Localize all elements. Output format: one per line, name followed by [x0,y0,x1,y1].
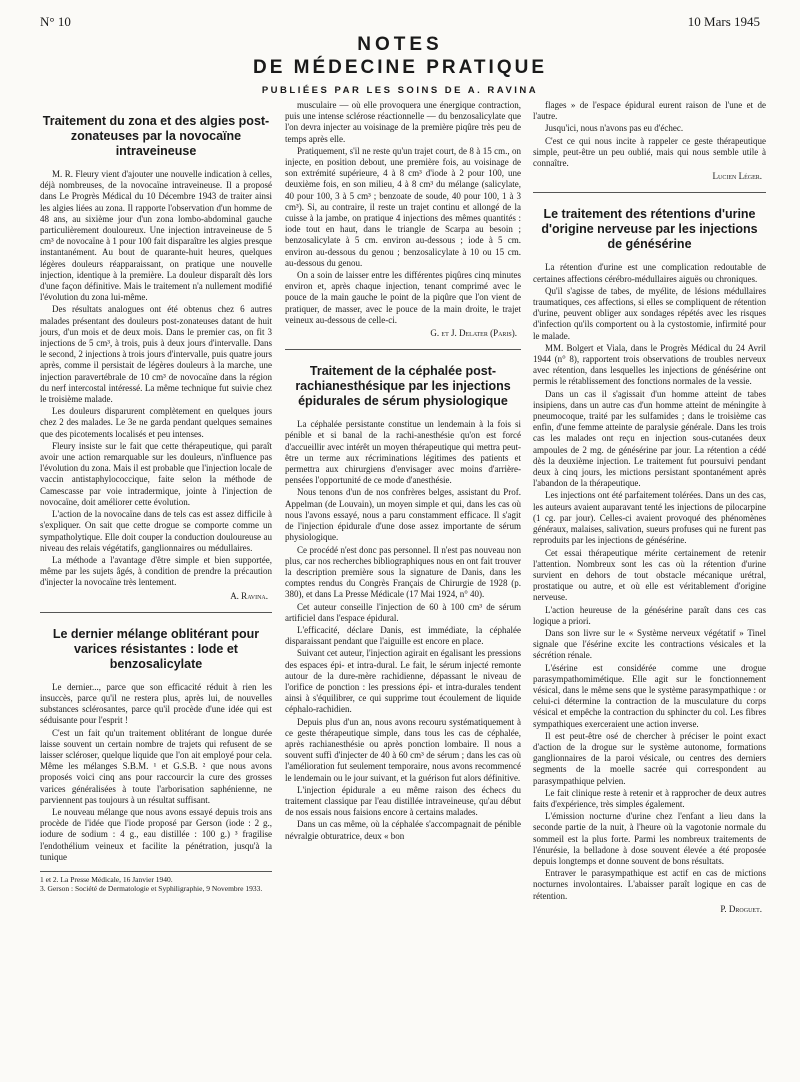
article-paragraph: L'ésérine est considérée comme une drogue parasympathomimétique. Elle agit sur le fonctionnement vésical, dans le même sens que le système parasympathique : or celui-ci détermine la contraction de la musculature du corps vésical et empêche la contraction du sphincter du col. Les fibres sympathiques exerceraient une action inverse. [533,662,766,729]
article-paragraph: La méthode a l'avantage d'être simple et bien supportée, même par les sujets âgés, à condition de prendre la précaution d'injecter la novocaïne très lentement. [40,554,272,588]
footnotes [40,871,272,893]
article-paragraph: Il est peut-être osé de chercher à préciser le point exact d'action de la drogue sur le système autonome, formations ganglionnaires de la paroi vésicale, ou centres des derniers segments de la moelle sacrée qui correspondent au parasympathique pelvien. [533,730,766,786]
article-paragraph: Le dernier..., parce que son efficacité réduit à rien les insuccès, parce qu'il ne restera plus, après lui, de nouvelles substances sclérosantes, parce qu'il procède d'une idée qui est séduisante pour l'esprit ! [40,681,272,726]
article-paragraph: Qu'il s'agisse de tabes, de myélite, de lésions médullaires traumatiques, ces affections, si elles se compliquent de rétention d'urine, peuvent obliger aux sondages répétés avec les risques d'infection qu'ils comportent ou à la cystostomie, infirmité pour le malade. [533,285,766,341]
article-paragraph: flages » de l'espace épidural eurent raison de l'une et de l'autre. [533,100,766,122]
article-paragraph: Jusqu'ici, nous n'avons pas eu d'échec. [545,123,684,134]
masthead-editor: PUBLIÉES PAR LES SOINS DE A. RAVINA [261,85,539,96]
article-paragraph: Des résultats analogues ont été obtenus chez 6 autres malades présentant des douleurs post-zonateuses datant de huit jours, d'un mois et de deux mois. Dans le premier cas, on fit 3 injections de 5 cm³, à trois, puis à deux jours d'intervalle. Dans le second, 2 injections à trois jours d'intervalle, puis quatre jours après, comme il persistait de légères douleurs à la marche, une injection paravertébrale de 10 cm³ de novocaïne dans la région du nerf intercostal intéressé. La même technique fut suivie chez le troisième malade. [40,304,272,405]
article-paragraph: C'est ce qui nous incite à rappeler ce geste thérapeutique simple, peut-être un peu oublié, mais qui nous semble utile à connaître. [533,135,766,169]
article-signature: P. Droguet. [720,903,762,914]
article-paragraph: Cet auteur conseille l'injection de 60 à 100 cm³ de sérum artificiel dans l'espace épidural. [285,601,521,623]
article-paragraph: L'action de la novocaïne dans de tels cas est assez difficile à s'expliquer. On sait que cette drogue se comporte comme un sympatholytique. Elle doit couper la conduction douloureuse au niveau des relais végétatifs, ganglionnaires ou médullaires. [40,509,272,553]
article-title-varices: Le dernier mélange oblitérant pour varices résistantes : Iode et benzosalicylate [52,626,260,671]
article-paragraph: Le nouveau mélange que nous avons essayé depuis trois ans procède de l'idée que l'iode proposé par Gerson (iode : 2 g., iodure de sodium : 4 g., eau distillée : 100 g.) ³ fragilise l'endothélium veineux et facilite la pénétration, jusqu'à la tunique [40,806,272,862]
article-paragraph: musculaire — où elle provoquera une énergique contraction, puis une intense sclérose réactionnelle — du benzosalicylate que l'on devra injecter au voisinage de la première piqûre très peu de temps après elle. [285,100,521,144]
article-paragraph: M. R. Fleury vient d'ajouter une nouvelle indication à celles, déjà nombreuses, de la novocaïne intraveineuse. Il a proposé dans Le Progrès Médical du 10 Décembre 1943 de traiter ainsi les algies liées au zona. Il rapporte l'observation d'un homme de 48 ans, au sixième jour d'un zona lombo-abdominal gauche particulièrement douloureux. Une injection intraveineuse de 5 cm³ de novocaïne à 1 pour 100 fait disparaître les algies presque instantanément. Au bout de quarante-huit heures, quelques légères douleurs réapparaissant, on pratique une nouvelle injection, identique à la première. La douleur disparaît dès lors d'une façon définitive. Mais le traitement n'a nullement modifié l'évolution du zona lui-même. [40,169,272,303]
article-paragraph: Entraver le parasympathique est actif en cas de mictions nocturnes involontaires. L'abaisser paraît logique en cas de rétention. [533,868,766,901]
issue-date: 10 Mars 1945 [687,14,760,29]
article-paragraph: Suivant cet auteur, l'injection agirait en égalisant les pressions des espaces épi- et intra-dural. Le fait, le sérum injecté remonte autour de la dure-mère rachidienne, dépassant le niveau de l'orifice de ponction : les pressions épi- et intra-durales tendent ainsi à s'équilibrer, ce qui supprime tout écoulement de liquide céphalo-rachidien. [285,648,521,715]
article-signature: A. Ravina. [230,590,268,601]
article-divider [40,612,272,613]
article-paragraph: La rétention d'urine est une complication redoutable de certaines affections cérébro-médullaires aiguës ou chroniques. [533,262,766,284]
article-signature: Lucien Léger. [712,171,762,182]
article-paragraph: On a soin de laisser entre les différentes piqûres cinq minutes environ et, après chaque injection, tenant comprimé avec le pouce de la main gauche le point de la piqûre que l'on vient de pratiquer, de masser, avec le pouce de la main droite, le trajet veineux au-dessous de celle-ci. [285,270,521,325]
column-1 [40,100,272,893]
footnote: 3. Gerson : Société de Dermatologie et Syphiligraphie, 9 Novembre 1933. [40,883,263,893]
article-paragraph: L'action heureuse de la génésérine paraît dans ces cas logique a priori. [533,604,766,626]
article-divider [285,349,521,350]
masthead-subtitle: DE MÉDECINE PRATIQUE [252,57,547,78]
article-title-cephalee: Traitement de la céphalée post-rachianesthésique par les injections épidurales de sérum physiologique [295,364,511,409]
page-header [40,14,760,30]
masthead-title: NOTES [357,34,443,55]
article-title-retention: Le traitement des rétentions d'urine d'origine nerveuse par les injections de génésérine [541,207,758,252]
article-paragraph: Fleury insiste sur le fait que cette thérapeutique, qui paraît avoir une action remarquable sur les douleurs, n'influence pas l'évolution du zona. Mais il est probable que l'injection locale de vaccin antistaphylococcique, faite selon la méthode de Camescasse par voie intradermique, jointe à l'injection de novocaïne, doit améliorer cette évolution. [40,440,272,507]
article-signature: G. et J. Delater (Paris). [430,328,517,339]
article-paragraph: Dans son livre sur le « Système nerveux végétatif » Tinel signale que l'ésérine excite les contractions vésicales et la sécrétion rénale. [533,627,766,661]
article-paragraph: L'injection épidurale a eu même raison des échecs du traitement classique par l'eau distillée intraveineuse, qu'au début de nos essais nous faisions encore à certains malades. [285,784,521,818]
article-paragraph: MM. Bolgert et Viala, dans le Progrès Médical du 24 Avril 1944 (n° 8), rapportent trois observations de troubles nerveux avec rétention, dans lesquelles les injections de génésérine ont permis le rétablissement des fonctions normales de la vessie. [533,342,766,387]
article-title-zona: Traitement du zona et des algies post-zonateuses par la novocaïne intraveineuse [42,114,270,158]
article-paragraph: Dans un cas il s'agissait d'un homme atteint de tabes insipiens, dans un autre cas d'un homme atteint de méningite à pneumocoque, traité par les sulfamides ; dans le troisième cas enfin, d'une femme atteinte de paralysie générale. Dans les trois cas les malades ont reçu en injection sous-cutanées deux ampoules de 2 mg. de génésérine par jour. La rétention a cédé dès la deuxième injection. Le traitement fut poursuivi pendant deux à cinq jours, les mictions persistant spontanément après l'abandon de la thérapeutique. [533,388,766,489]
article-paragraph: Le fait clinique reste à retenir et à rapprocher de deux autres faits d'expérience, très simples également. [533,787,766,809]
article-paragraph: Les douleurs disparurent complètement en quelques jours chez 2 des malades. Le 3e ne garda pendant quelques semaines que des picotements localisés et peu intenses. [40,406,272,439]
article-paragraph: L'efficacité, déclare Danis, est immédiate, la céphalée disparaissant pendant que l'aiguille est encore en place. [285,624,521,647]
masthead [0,34,800,96]
article-divider [533,192,766,193]
article-paragraph: Pratiquement, s'il ne reste qu'un trajet court, de 8 à 15 cm., on injecte, en position debout, une première fois, au voisinage de son extrémité supérieure, 4 à 8 cm³ d'iode à 2 pour 100, une deuxième fois, en son milieu, 4 à 8 cm³ du mélange (salicylate, 40 pour 100, 3 à 5 cm³ ; benzoate de soude, 40 pour 100, 1 à 3 cm³). Si, au contraire, il reste un trajet continu et allongé de la cuisse à la jambe, on pratique 4 injections des mêmes quantités : iode tout en haut, dans le triangle de Scarpa au besoin ; benzosalicylate à 5 cm. environ au-dessous ; iode à 5 cm. environ au-dessous du genou ; benzosalicylate à 10 ou 15 cm. au-dessous du genou. [285,145,521,268]
footnote: 1 et 2. La Presse Médicale, 16 Janvier 1940. [40,874,173,884]
column-3 [533,100,766,921]
article-paragraph: L'émission nocturne d'urine chez l'enfant a lieu dans la seconde partie de la nuit, à l'heure où la vagotonie normale du sommeil est la plus forte. Parmi les nombreux traitements de l'énurésie, la belladone à dose souvent élevée a été proposée depuis longtemps et donne souvent de bons résultats. [533,811,766,866]
article-paragraph: Depuis plus d'un an, nous avons recouru systématiquement à ce geste thérapeutique simple, dans tous les cas de céphalée, après rachianesthésie ou après ponction lombaire. Il nous a souvent suffi d'injecter de 40 à 60 cm³ de sérum ; dans les cas où l'amélioration fut seulement temporaire, nous avons recommencé le lendemain ou le jour suivant, et la guérison fut alors définitive. [285,716,521,783]
article-paragraph: C'est un fait qu'un traitement oblitérant de longue durée laisse souvent un certain nombre de trajets qui refusent de se laisser scléroser, quelque liquide que l'on ait employé pour cela. Même les mélanges S.B.M. ¹ et G.S.B. ² que nous avons proposés voici cinq ans pour raccourcir la cure des grosses varices généralisées à toute l'arborisation saphénienne, ne parviennent pas toujours à un résultat suffisant. [40,727,272,805]
article-paragraph: Nous tenons d'un de nos confrères belges, assistant du Prof. Appelman (de Louvain), un moyen simple et qui, dans les cas où nous l'avons essayé, nous a paru constamment efficace. Il s'agit de l'injection épidurale d'une dose assez importante de sérum physiologique. [285,487,521,543]
issue-number: N° 10 [40,14,71,29]
article-paragraph: Dans un cas même, où la céphalée s'accompagnait de pénible névralgie obturatrice, deux « bon [285,819,521,841]
article-paragraph: La céphalée persistante constitue un lendemain à la fois si pénible et si banal de la rachi-anesthésie qu'on est forcé d'accueillir avec intérêt un moyen thérapeutique qui mettra peut-être un terme aux récriminations légitimes des patients et permettra aux chirurgiens d'envisager avec moins d'arrière-pensées l'opportunité de ce mode d'anesthésie. [285,419,521,486]
article-paragraph: Cet essai thérapeutique mérite certainement de retenir l'attention. Nombreux sont les cas où la rétention d'urine survient en dehors de tout obstacle mécanique urétral, prostatique ou autre, et où elle est véritablement d'origine nerveuse. [533,547,766,603]
column-2 [285,100,521,843]
article-paragraph: Les injections ont été parfaitement tolérées. Dans un des cas, les auteurs avaient auparavant tenté les injections de pilocarpine (1 cg. par jour). Celles-ci avaient provoqué des phénomènes généraux, malaises, salivation, sueurs profuses qui ne furent pas reproduits par les injections de génésérine. [533,490,766,546]
article-paragraph: Ce procédé n'est donc pas personnel. Il n'est pas nouveau non plus, car nos recherches bibliographiques nous en ont fait trouver la description première sous la signature de Danis, dans les comptes rendus du Congrès Français de Chirurgie de 1928 (p. 380), et dans La Presse Médicale (17 Mai 1924, n° 40). [285,544,521,600]
